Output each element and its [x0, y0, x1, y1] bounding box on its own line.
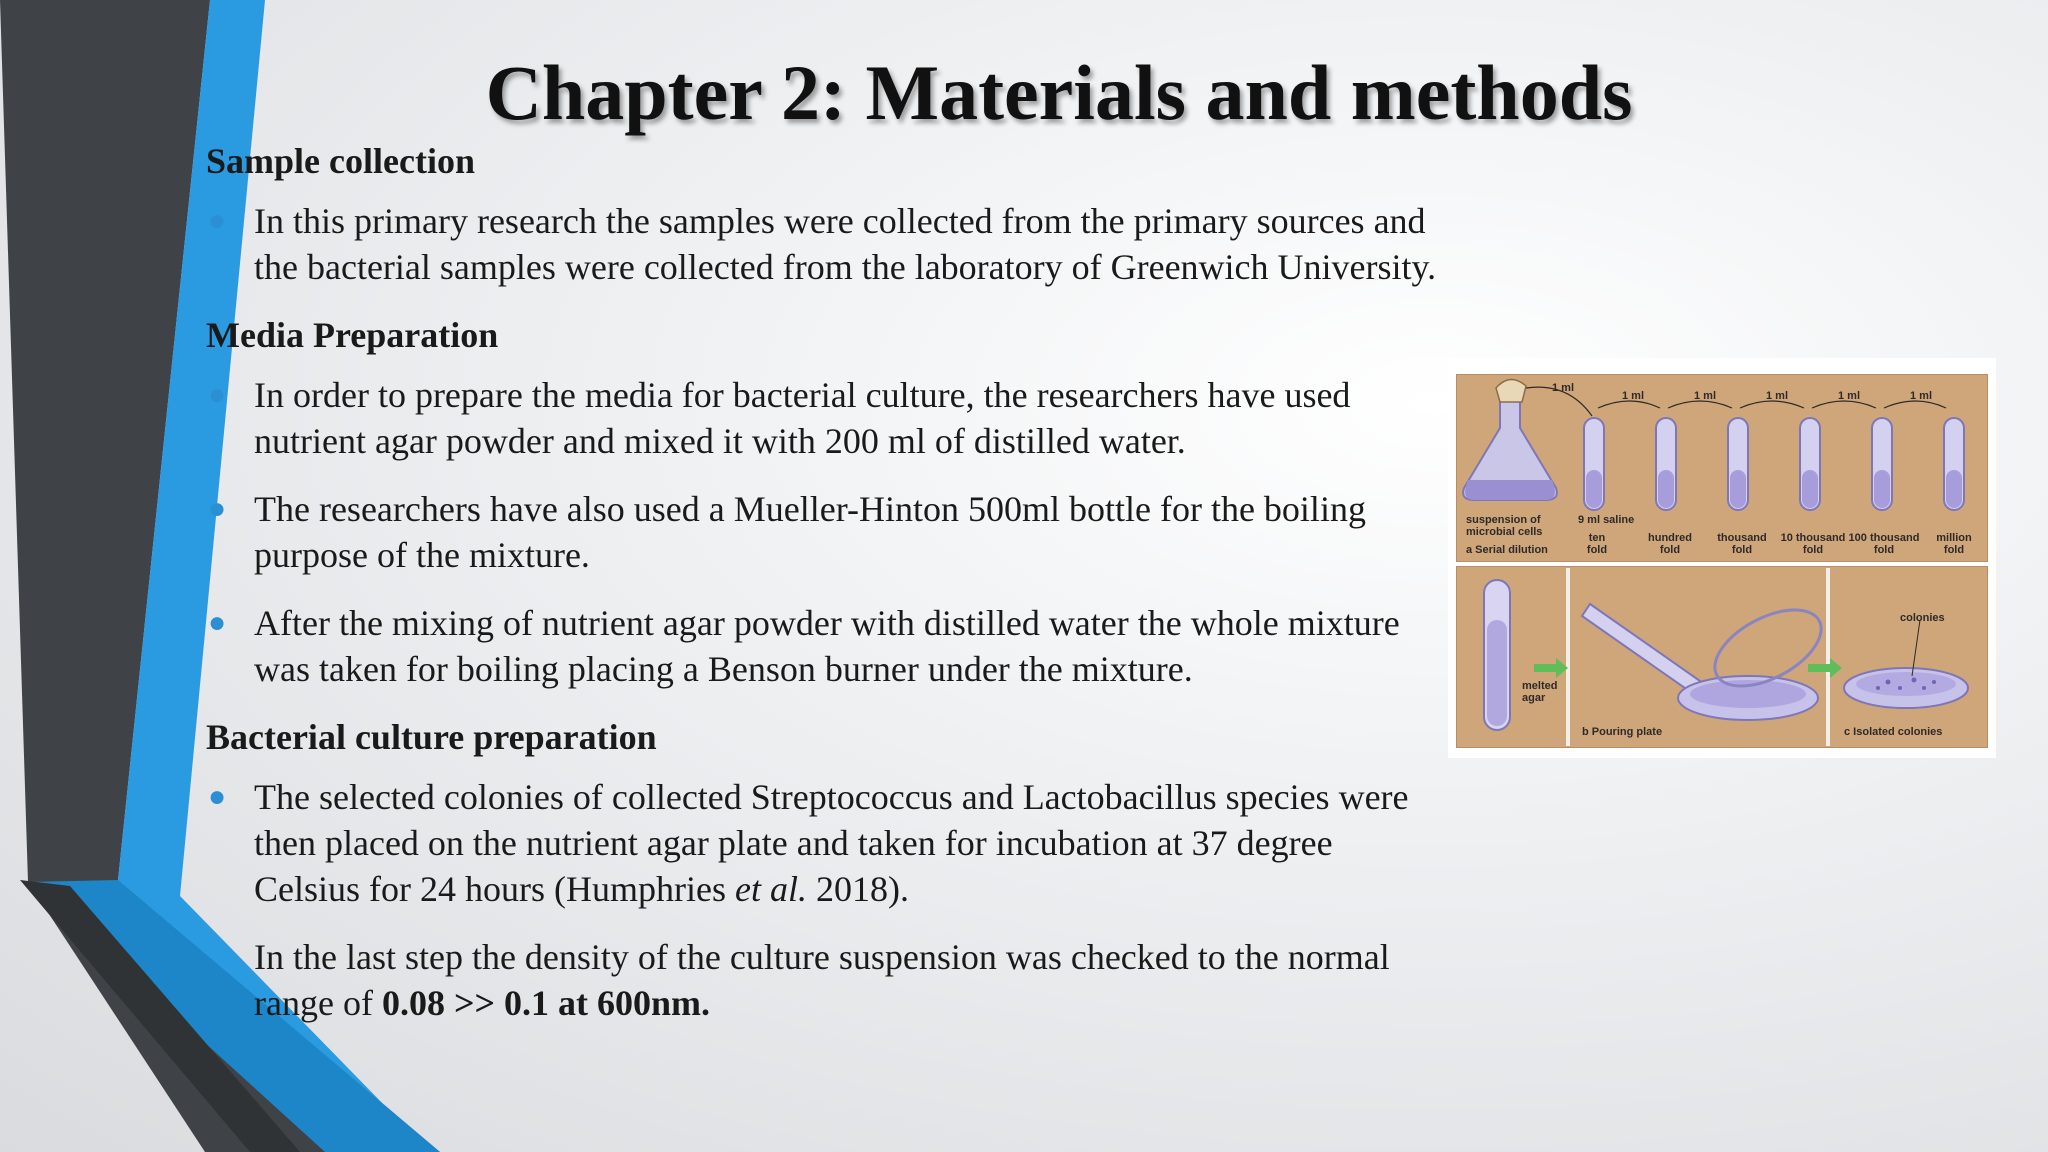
bullet-icon: ●	[208, 204, 227, 237]
transfer-label-2: 1 ml	[1694, 390, 1717, 402]
transfer-label-3: 1 ml	[1766, 390, 1789, 402]
dilution-label-2: hundred fold	[1648, 532, 1692, 556]
caption-isolated-colonies: c Isolated colonies	[1844, 726, 1943, 738]
dilution-label-3: thousand fold	[1717, 532, 1767, 556]
bullet-icon: ●	[208, 378, 227, 411]
dilution-label-1: ten fold	[1586, 532, 1608, 556]
flask-volume-label: 1 ml	[1552, 382, 1575, 394]
dilution-label-5: 100 thousand fold	[1848, 532, 1920, 556]
transfer-label-1: 1 ml	[1622, 390, 1645, 402]
bullet-sample-collection: ● In this primary research the samples were collected from the primary sources and the bacterial samples were collected from the laboratory of Greenwich University.	[206, 198, 1446, 290]
colonies-label: colonies	[1900, 612, 1945, 624]
caption-serial-dilution: a Serial dilution	[1466, 544, 1548, 556]
bullet-icon: ●	[208, 606, 227, 639]
slide-title: Chapter 2: Materials and methods	[485, 49, 1633, 136]
section-heading-culture: Bacterial culture preparation	[206, 717, 657, 757]
slide-body	[206, 138, 1446, 1026]
melted-agar-label: melted agar	[1522, 680, 1558, 704]
section-heading-sample: Sample collection	[206, 141, 475, 181]
bullet-icon: ●	[208, 780, 227, 813]
bullet-media-3: ● After the mixing of nutrient agar powder with distilled water the whole mixture was taken for boiling placing a Benson burner under the mixture.	[206, 600, 1446, 692]
dilution-label-6: million fold	[1936, 532, 1972, 556]
paragraph-density-check: In the last step the density of the culture suspension was checked to the normal range of 0.08 >> 0.1 at 600nm.	[254, 937, 1390, 1023]
section-heading-media: Media Preparation	[206, 315, 499, 355]
suspension-label: suspension of microbial cells	[1466, 514, 1543, 538]
transfer-label-4: 1 ml	[1838, 390, 1861, 402]
bullet-media-2: ● The researchers have also used a Mueller-Hinton 500ml bottle for the boiling purpose of the mixture.	[206, 486, 1446, 578]
bullet-icon: ●	[208, 492, 227, 525]
saline-label: 9 ml saline	[1578, 514, 1635, 526]
transfer-label-5: 1 ml	[1910, 390, 1933, 402]
caption-pouring-plate: b Pouring plate	[1582, 726, 1663, 738]
bullet-media-1: ● In order to prepare the media for bacterial culture, the researchers have used nutrient agar powder and mixed it with 200 ml of distilled water.	[206, 372, 1446, 464]
serial-dilution-figure	[1448, 358, 1996, 758]
bullet-culture-1: ● The selected colonies of collected Streptococcus and Lactobacillus species were then placed on the nutrient agar plate and taken for incubation at 37 degree Celsius for 24 hours (Humphries et al. 2018).	[206, 774, 1446, 912]
dilution-label-4: 10 thousand fold	[1780, 532, 1846, 556]
